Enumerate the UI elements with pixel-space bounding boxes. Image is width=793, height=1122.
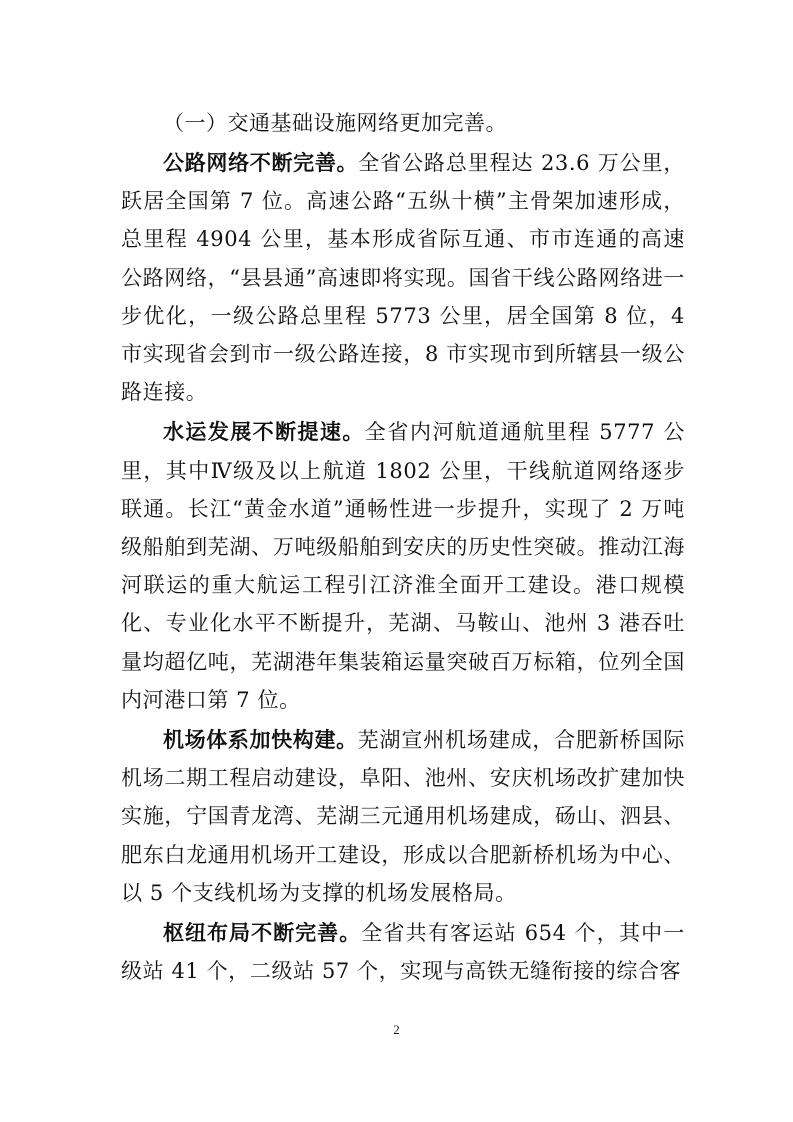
section-heading: （一）交通基础设施网络更加完善。 [163, 111, 507, 135]
paragraph-text: 全省内河航道通航里程 5777 公里，其中Ⅳ级及以上航道 1802 公里，干线航道网络逐步联通。长江“黄金水道”通畅性进一步提升，实现了 2 万吨级船舶到芜湖、万吨级船舶到安庆的历史性突破。推动江海河联运的重大航运工程引江济淮全面开工建设。港口规模化、专业化水平不断提升，芜湖、马鞍山、池州 3 港吞吐量均超亿吨，芜湖港年集装箱运量突破百万标箱，位列全国内河港口第 7 位。 [121, 420, 685, 712]
document-body [121, 104, 685, 992]
paragraph-lead: 水运发展不断提速。 [163, 420, 365, 445]
paragraph-airport [121, 721, 685, 912]
paragraph-text: 全省共有客运站 654 个，其中一级站 41 个，二级站 57 个，实现与高铁无缝衔接的综合客 [121, 921, 685, 984]
paragraph-lead: 机场体系加快构建。 [163, 728, 358, 753]
paragraph-waterway [121, 413, 685, 719]
paragraph-hub [121, 914, 685, 990]
paragraph-highway [121, 144, 685, 411]
paragraph-lead: 枢纽布局不断完善。 [163, 921, 362, 946]
paragraph-text: 全省公路总里程达 23.6 万公里，跃居全国第 7 位。高速公路“五纵十横”主骨架加速形成，总里程 4904 公里，基本形成省际互通、市市连通的高速公路网络，“县县通”高速即将实现。国省干线公路网络进一步优化，一级公路总里程 5773 公里，居全国第 8 位，4 市实现省会到市一级公路连接，8 市实现市到所辖县一级公路连接。 [121, 151, 685, 405]
page-number: 2 [393, 1022, 400, 1037]
paragraph-text: 芜湖宣州机场建成，合肥新桥国际机场二期工程启动建设，阜阳、池州、安庆机场改扩建加快实施，宁国青龙湾、芜湖三元通用机场建成，砀山、泗县、肥东白龙通用机场开工建设，形成以合肥新桥机场为中心、以 5 个支线机场为支撑的机场发展格局。 [121, 728, 685, 905]
paragraph-lead: 公路网络不断完善。 [163, 151, 359, 175]
